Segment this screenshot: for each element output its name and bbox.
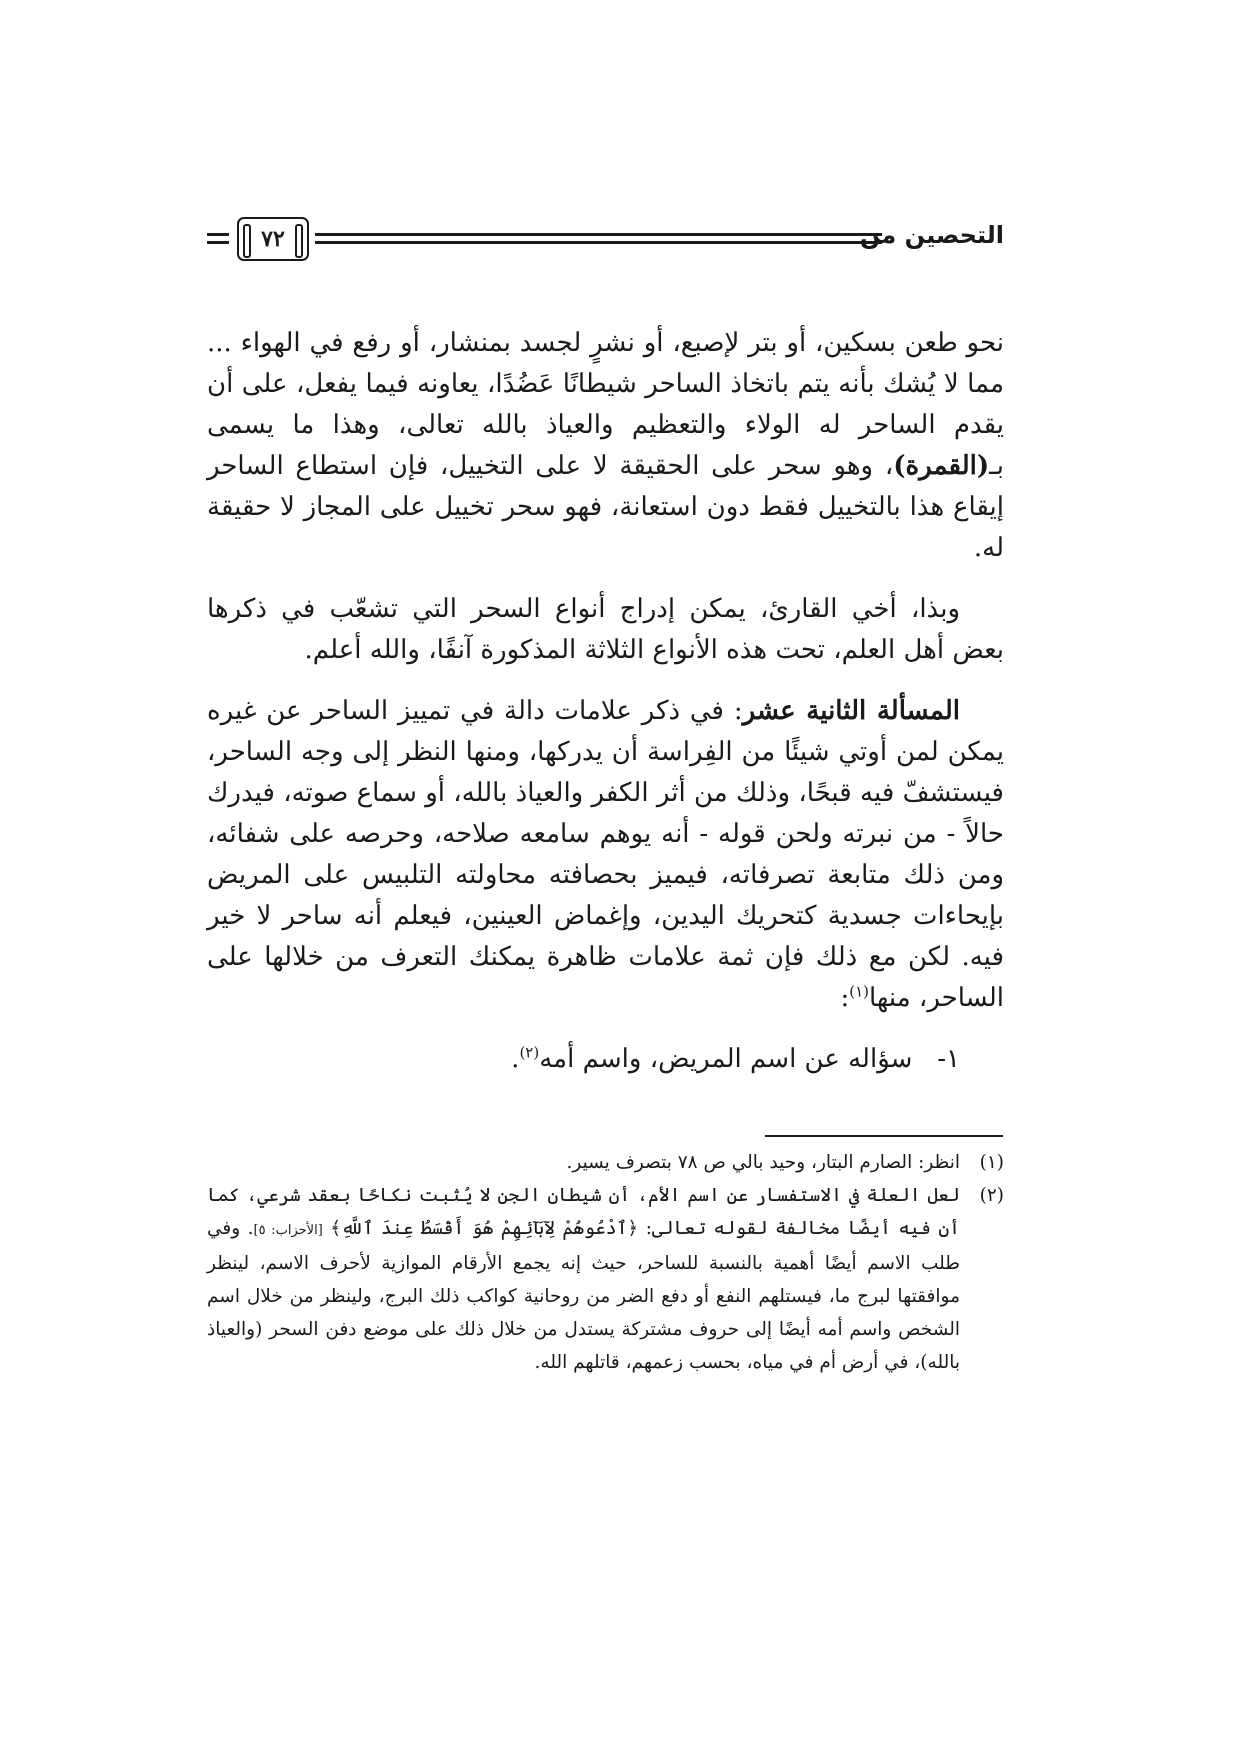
page-header <box>207 217 1004 267</box>
section-heading: المسألة الثانية عشر <box>742 696 961 726</box>
list-number: ١- <box>937 1044 960 1074</box>
paragraph-3: المسألة الثانية عشر: في ذكر علامات دالة في تمييز الساحر عن غيره يمكن لمن أوتي شيئًا من الفِراسة أن يدركها، ومنها النظر إلى وجه الساحر، فيستشفّ فيه قبحًا، وذلك من أثر الكفر والعياذ بالله، أو سماع صوته، فيدرك حالاً - من نبرته ولحن قوله - أنه يوهم سامعه صلاحه، وحرصه على شفائه، ومن ذلك متابعة تصرفاته، فيميز بحصافته محاولته التلبيس على المريض بإيحاءات جسدية كتحريك اليدين، وإغماض العينين، فيعلم أنه ساحر لا خير فيه. لكن مع ذلك فإن ثمة علامات ظاهرة يمكنك التعرف من خلالها على الساحر، منها$^{(١)}$: <box>207 696 1004 1013</box>
footnote-1 <box>207 1146 1004 1179</box>
paragraph-1: نحو طعن بسكين، أو بتر لإصبع، أو نشرٍ لجسد بمنشار، أو رفع في الهواء ... مما لا يُشك بأنه يتم باتخاذ الساحر شيطانًا عَضُدًا، يعاونه فيما يفعل، على أن يقدم الساحر له الولاء والتعظيم والعياذ بالله تعالى، وهذا ما يسمى بـ(القمرة)، وهو سحر على الحقيقة لا على التخييل، فإن استطاع الساحر إيقاع هذا بالتخييل فقط دون استعانة، فهو سحر تخييل على المجاز لا حقيقة له. <box>207 328 1004 563</box>
footnote-ref-1[interactable]: (١) <box>849 982 869 1001</box>
term-qamra: (القمرة) <box>893 451 990 481</box>
page-number: ٧٢ <box>237 217 309 261</box>
footnote-ref-2[interactable]: (٢) <box>519 1043 540 1062</box>
list-item-1: ١- سؤاله عن اسم المريض، واسم أمه$^{(٢)}$. <box>511 1043 960 1074</box>
footnote-separator <box>765 1135 1003 1137</box>
main-text <box>207 323 1004 1100</box>
running-title: التحصين من <box>859 221 1004 249</box>
footnote-text: انظر: الصارم البتار، وحيد بالي ص ٧٨ بتصرف يسير. <box>566 1152 960 1173</box>
footnote-2 <box>207 1179 1004 1379</box>
verse-reference: [الأحزاب: ٥] <box>253 1223 323 1238</box>
header-double-rule <box>315 233 882 247</box>
footnotes <box>207 1146 1004 1379</box>
footnote-number: (١) <box>979 1152 1004 1173</box>
paragraph-2: وبذا، أخي القارئ، يمكن إدراج أنواع السحر التي تشعّب في ذكرها بعض أهل العلم، تحت هذه الأنواع الثلاثة المذكورة آنفًا، والله أعلم. <box>207 594 1004 665</box>
header-ornament-left <box>207 233 229 247</box>
quran-verse: ﴿ٱدْعُوهُمْ لِآبَآئِهِمْ هُوَ أَقْسَطُ عِندَ ٱللَّهِ﴾ <box>330 1218 639 1239</box>
footnote-number: (٢) <box>979 1185 1004 1206</box>
footnote-text: لعل العلة في الاستفسار عن اسم الأم، أن شيطان الجن لا يُثبت نكاحًا بعقد شرعي، كما أن فيه أيضًا مخالفة لقوله تعالى: ﴿ٱدْعُوهُمْ لِآبَآئِهِمْ هُوَ أَقْسَطُ عِندَ ٱللَّهِ﴾ [الأحزاب: ٥]. وفي طلب الاسم أيضًا أهمية بالنسبة للساحر، حيث إنه يجمع الأرقام الموازية لأحرف الاسم، لينظر موافقتها لبرج ما، فيستلهم النفع أو دفع الضر من روحانية كواكب ذلك البرج، ولينظر من خلال اسم الشخص واسم أمه أيضًا إلى حروف مشتركة يستدل من خلال ذلك على موضع دفن السحر (والعياذ بالله)، في أرض أم في مياه، بحسب زعمهم، قاتلهم الله. <box>207 1185 961 1373</box>
